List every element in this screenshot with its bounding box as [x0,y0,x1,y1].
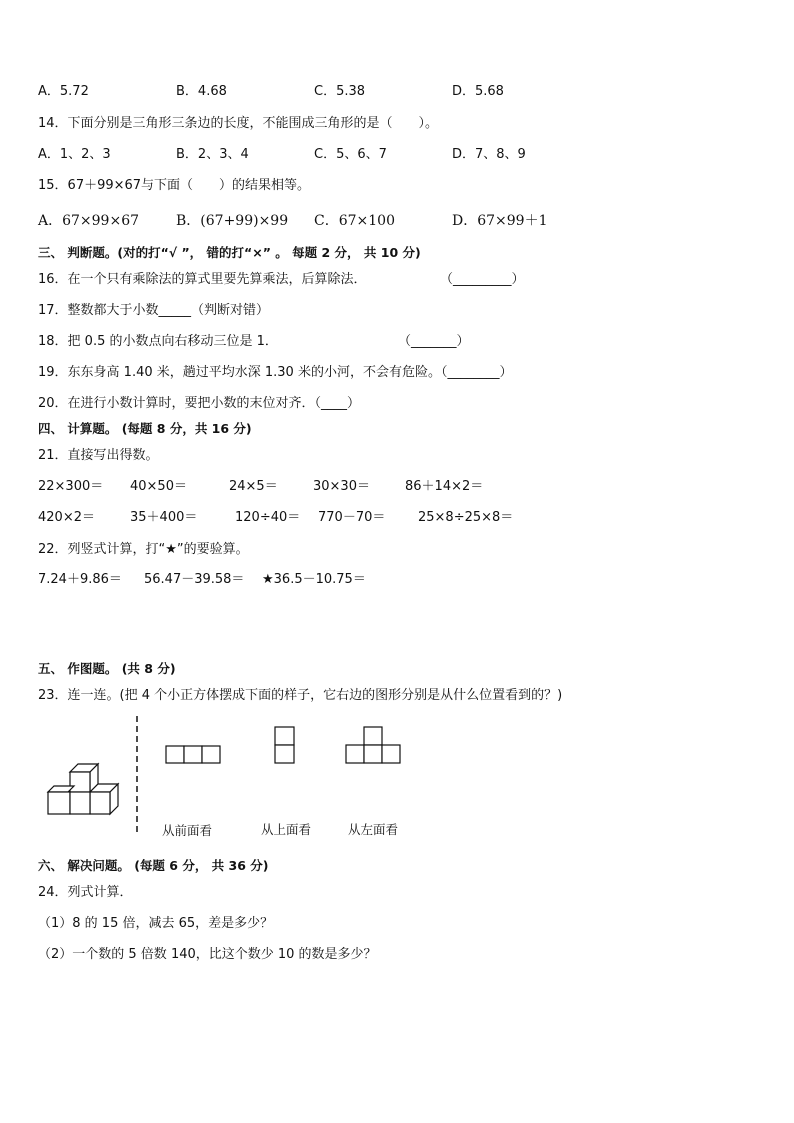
view-shape-two-stacked[interactable] [274,726,296,764]
q16-answer-blank[interactable]: （_________） [440,272,525,287]
q21-item: 120÷40＝ [235,510,301,525]
caption-front-view: 从前面看 [162,823,213,838]
q18-text: 18．把 0.5 的小数点向右移动三位是 1． [38,334,278,349]
q14-option-d: D．7、8、9 [452,147,526,162]
q21-item: 420×2＝ [38,510,95,525]
q21-item: 24×5＝ [229,479,278,494]
q24-stem: 24．列式计算． [38,885,133,900]
caption-left-view: 从左面看 [348,822,399,837]
section-3-heading: 三、 判断题。(对的打“√ ”， 错的打“×” 。 每题 2 分， 共 10 分) [38,245,421,260]
q16-text: 16．在一个只有乘除法的算式里要先算乘法，后算除法． [38,272,367,287]
section-5-heading: 五、 作图题。 (共 8 分) [38,661,176,676]
q21-item: 86＋14×2＝ [405,479,484,494]
view-shape-row-of-three[interactable] [165,745,223,765]
caption-top-view: 从上面看 [261,822,312,837]
q21-item: 22×300＝ [38,479,104,494]
q13-option-b: B．4.68 [176,84,227,99]
q21-item: 25×8÷25×8＝ [418,510,514,525]
q20-text: 20．在进行小数计算时，要把小数的末位对齐．（____） [38,396,361,411]
q14-option-a: A．1、2、3 [38,147,111,162]
q14-option-b: B．2、3、4 [176,147,249,162]
q22-item: 7.24＋9.86＝ [38,572,122,587]
q13-option-d: D．5.68 [452,84,504,99]
q17-text: 17．整数都大于小数_____（判断对错） [38,303,270,318]
q22-item: 56.47－39.58＝ [144,572,245,587]
q21-item: 40×50＝ [130,479,187,494]
view-shape-pyramid[interactable] [345,726,403,764]
q19-text: 19．东东身高 1.40 米，趟过平均水深 1.30 米的小河，不会有危险。（________） [38,365,513,380]
section-6-heading: 六、 解决问题。 (每题 6 分， 共 36 分) [38,858,269,873]
q15-option-c: C．67×100 [314,213,395,229]
q21-item: 30×30＝ [313,479,370,494]
cube-stack-figure [44,762,128,822]
q22-stem: 22．列竖式计算，打“★”的要验算。 [38,542,249,557]
q24-part-2: （2）一个数的 5 倍数 140，比这个数少 10 的数是多少？ [38,947,377,962]
q24-part-1: （1）8 的 15 倍，减去 65，差是多少？ [38,916,274,931]
q23-stem: 23．连一连。(把 4 个小正方体摆成下面的样子，它右边的图形分别是从什么位置看到的？) [38,688,563,703]
q15-option-d: D．67×99＋1 [452,213,548,229]
q14-option-c: C．5、6、7 [314,147,387,162]
section-4-heading: 四、 计算题。 (每题 8 分，共 16 分) [38,421,252,436]
q13-option-a: A．5.72 [38,84,89,99]
q15-stem: 15．67＋99×67与下面（ ）的结果相等。 [38,178,311,193]
q22-item: ★36.5－10.75＝ [262,572,366,587]
q18-answer-blank[interactable]: （_______） [398,334,470,349]
dashed-divider [135,716,139,836]
q14-stem: 14．下面分别是三角形三条边的长度，不能围成三角形的是（ ）。 [38,116,439,131]
q21-item: 770－70＝ [318,510,386,525]
q15-option-a: A．67×99×67 [38,213,140,229]
q13-option-c: C．5.38 [314,84,366,99]
q15-option-b: B．(67+99)×99 [176,213,289,229]
q21-item: 35＋400＝ [130,510,198,525]
q21-stem: 21．直接写出得数。 [38,448,159,463]
